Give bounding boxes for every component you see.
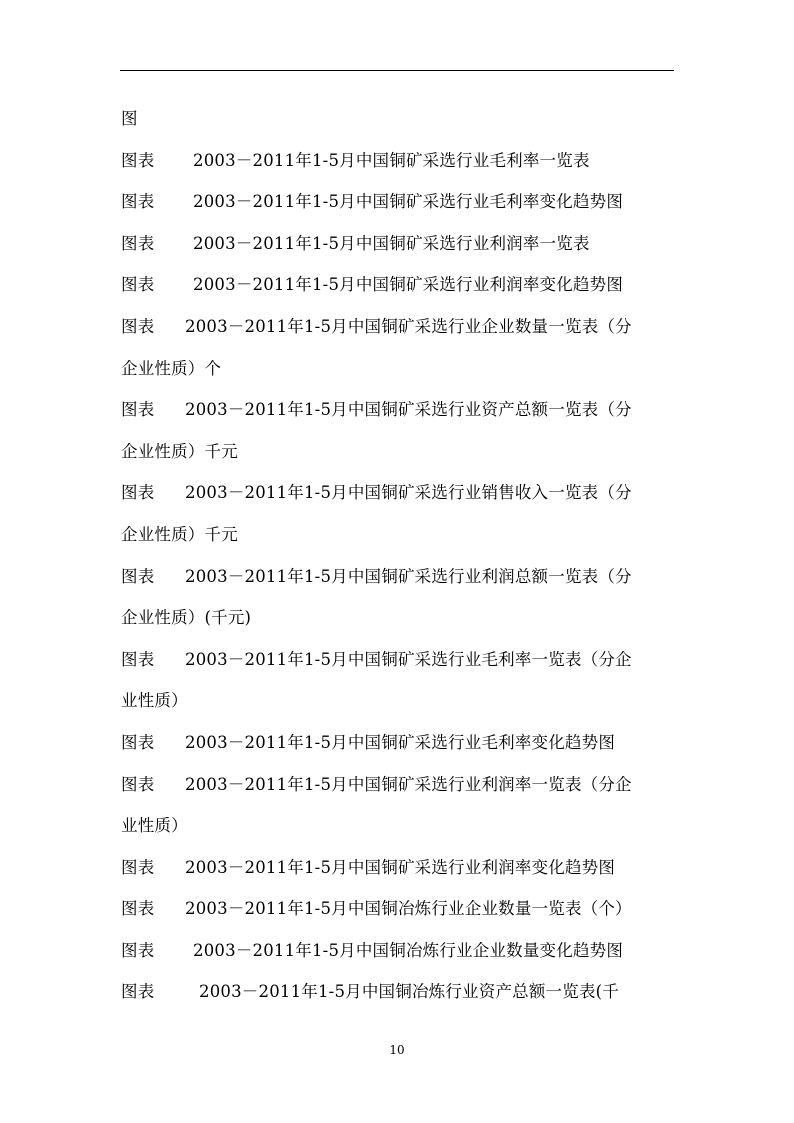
item-title-continuation: 业性质）: [121, 691, 188, 711]
list-item-continuation: [121, 431, 675, 473]
item-title: 2003－2011年1-5月中国铜矿采选行业利润率变化趋势图: [193, 275, 624, 295]
list-item: [121, 888, 675, 930]
item-label: 图表: [121, 483, 155, 503]
line-text: 图: [121, 109, 138, 128]
list-item: [121, 140, 675, 182]
item-title: 2003－2011年1-5月中国铜矿采选行业毛利率一览表（分企: [185, 649, 632, 669]
item-title: 2003－2011年1-5月中国铜矿采选行业企业数量一览表（分: [185, 316, 632, 336]
header-rule: [120, 70, 674, 71]
item-title: 2003－2011年1-5月中国铜矿采选行业资产总额一览表（分: [185, 400, 632, 420]
list-item: [121, 930, 675, 972]
item-title: 2003－2011年1-5月中国铜矿采选行业利润率一览表（分企: [185, 774, 632, 794]
item-label: 图表: [121, 774, 155, 794]
item-label: 图表: [121, 899, 155, 919]
item-label: 图表: [121, 732, 155, 752]
item-label: 图表: [121, 649, 155, 669]
list-item: [121, 639, 675, 681]
item-title-continuation: 企业性质）: [121, 608, 205, 628]
item-label: 图表: [121, 400, 155, 420]
item-title: 2003－2011年1-5月中国铜冶炼行业企业数量一览表（个）: [185, 899, 632, 919]
list-item: [121, 847, 675, 889]
list-item: [121, 764, 675, 806]
item-label: 图表: [121, 982, 155, 1002]
item-unit: (千元): [204, 608, 252, 628]
item-title: 2003－2011年1-5月中国铜矿采选行业利润率一览表: [193, 233, 590, 253]
item-label: 图表: [121, 150, 155, 170]
item-label: 图表: [121, 857, 155, 877]
list-item-continuation: [121, 597, 675, 639]
item-unit: 千元: [204, 524, 238, 544]
item-title-continuation: 企业性质）: [121, 358, 205, 378]
item-label: 图表: [121, 316, 155, 336]
item-title: 2003－2011年1-5月中国铜矿采选行业利润总额一览表（分: [185, 566, 632, 586]
item-title: 2003－2011年1-5月中国铜矿采选行业毛利率一览表: [193, 150, 590, 170]
list-item: [121, 971, 675, 1013]
list-item: [121, 722, 675, 764]
page-number: 10: [389, 1043, 405, 1057]
list-item: [121, 389, 675, 431]
item-title-continuation: 企业性质）: [121, 524, 205, 544]
item-title: 2003－2011年1-5月中国铜矿采选行业毛利率变化趋势图: [193, 192, 624, 212]
list-item: [121, 472, 675, 514]
list-item-continuation: [121, 348, 675, 390]
item-label: 图表: [121, 940, 155, 960]
item-title: 2003－2011年1-5月中国铜冶炼行业企业数量变化趋势图: [193, 940, 624, 960]
item-unit: 千元: [204, 441, 238, 461]
item-label: 图表: [121, 192, 155, 212]
list-item-continuation: [121, 805, 675, 847]
item-label: 图表: [121, 233, 155, 253]
item-title: 2003－2011年1-5月中国铜矿采选行业销售收入一览表（分: [185, 483, 632, 503]
item-title-continuation: 企业性质）: [121, 441, 205, 461]
item-title: 2003－2011年1-5月中国铜矿采选行业利润率变化趋势图: [185, 857, 616, 877]
list-item-continuation: [121, 514, 675, 556]
list-item: [121, 223, 675, 265]
item-label: 图表: [121, 275, 155, 295]
list-item: [121, 264, 675, 306]
item-title: 2003－2011年1-5月中国铜冶炼行业资产总额一览表(千: [199, 982, 619, 1002]
item-label: 图表: [121, 566, 155, 586]
item-title-continuation: 业性质）: [121, 816, 188, 836]
document-body: [121, 98, 675, 1013]
item-title: 2003－2011年1-5月中国铜矿采选行业毛利率变化趋势图: [185, 732, 616, 752]
text-line: [121, 98, 675, 140]
list-item: [121, 181, 675, 223]
list-item: [121, 556, 675, 598]
list-item: [121, 306, 675, 348]
item-unit: 个: [204, 358, 222, 378]
list-item-continuation: [121, 680, 675, 722]
